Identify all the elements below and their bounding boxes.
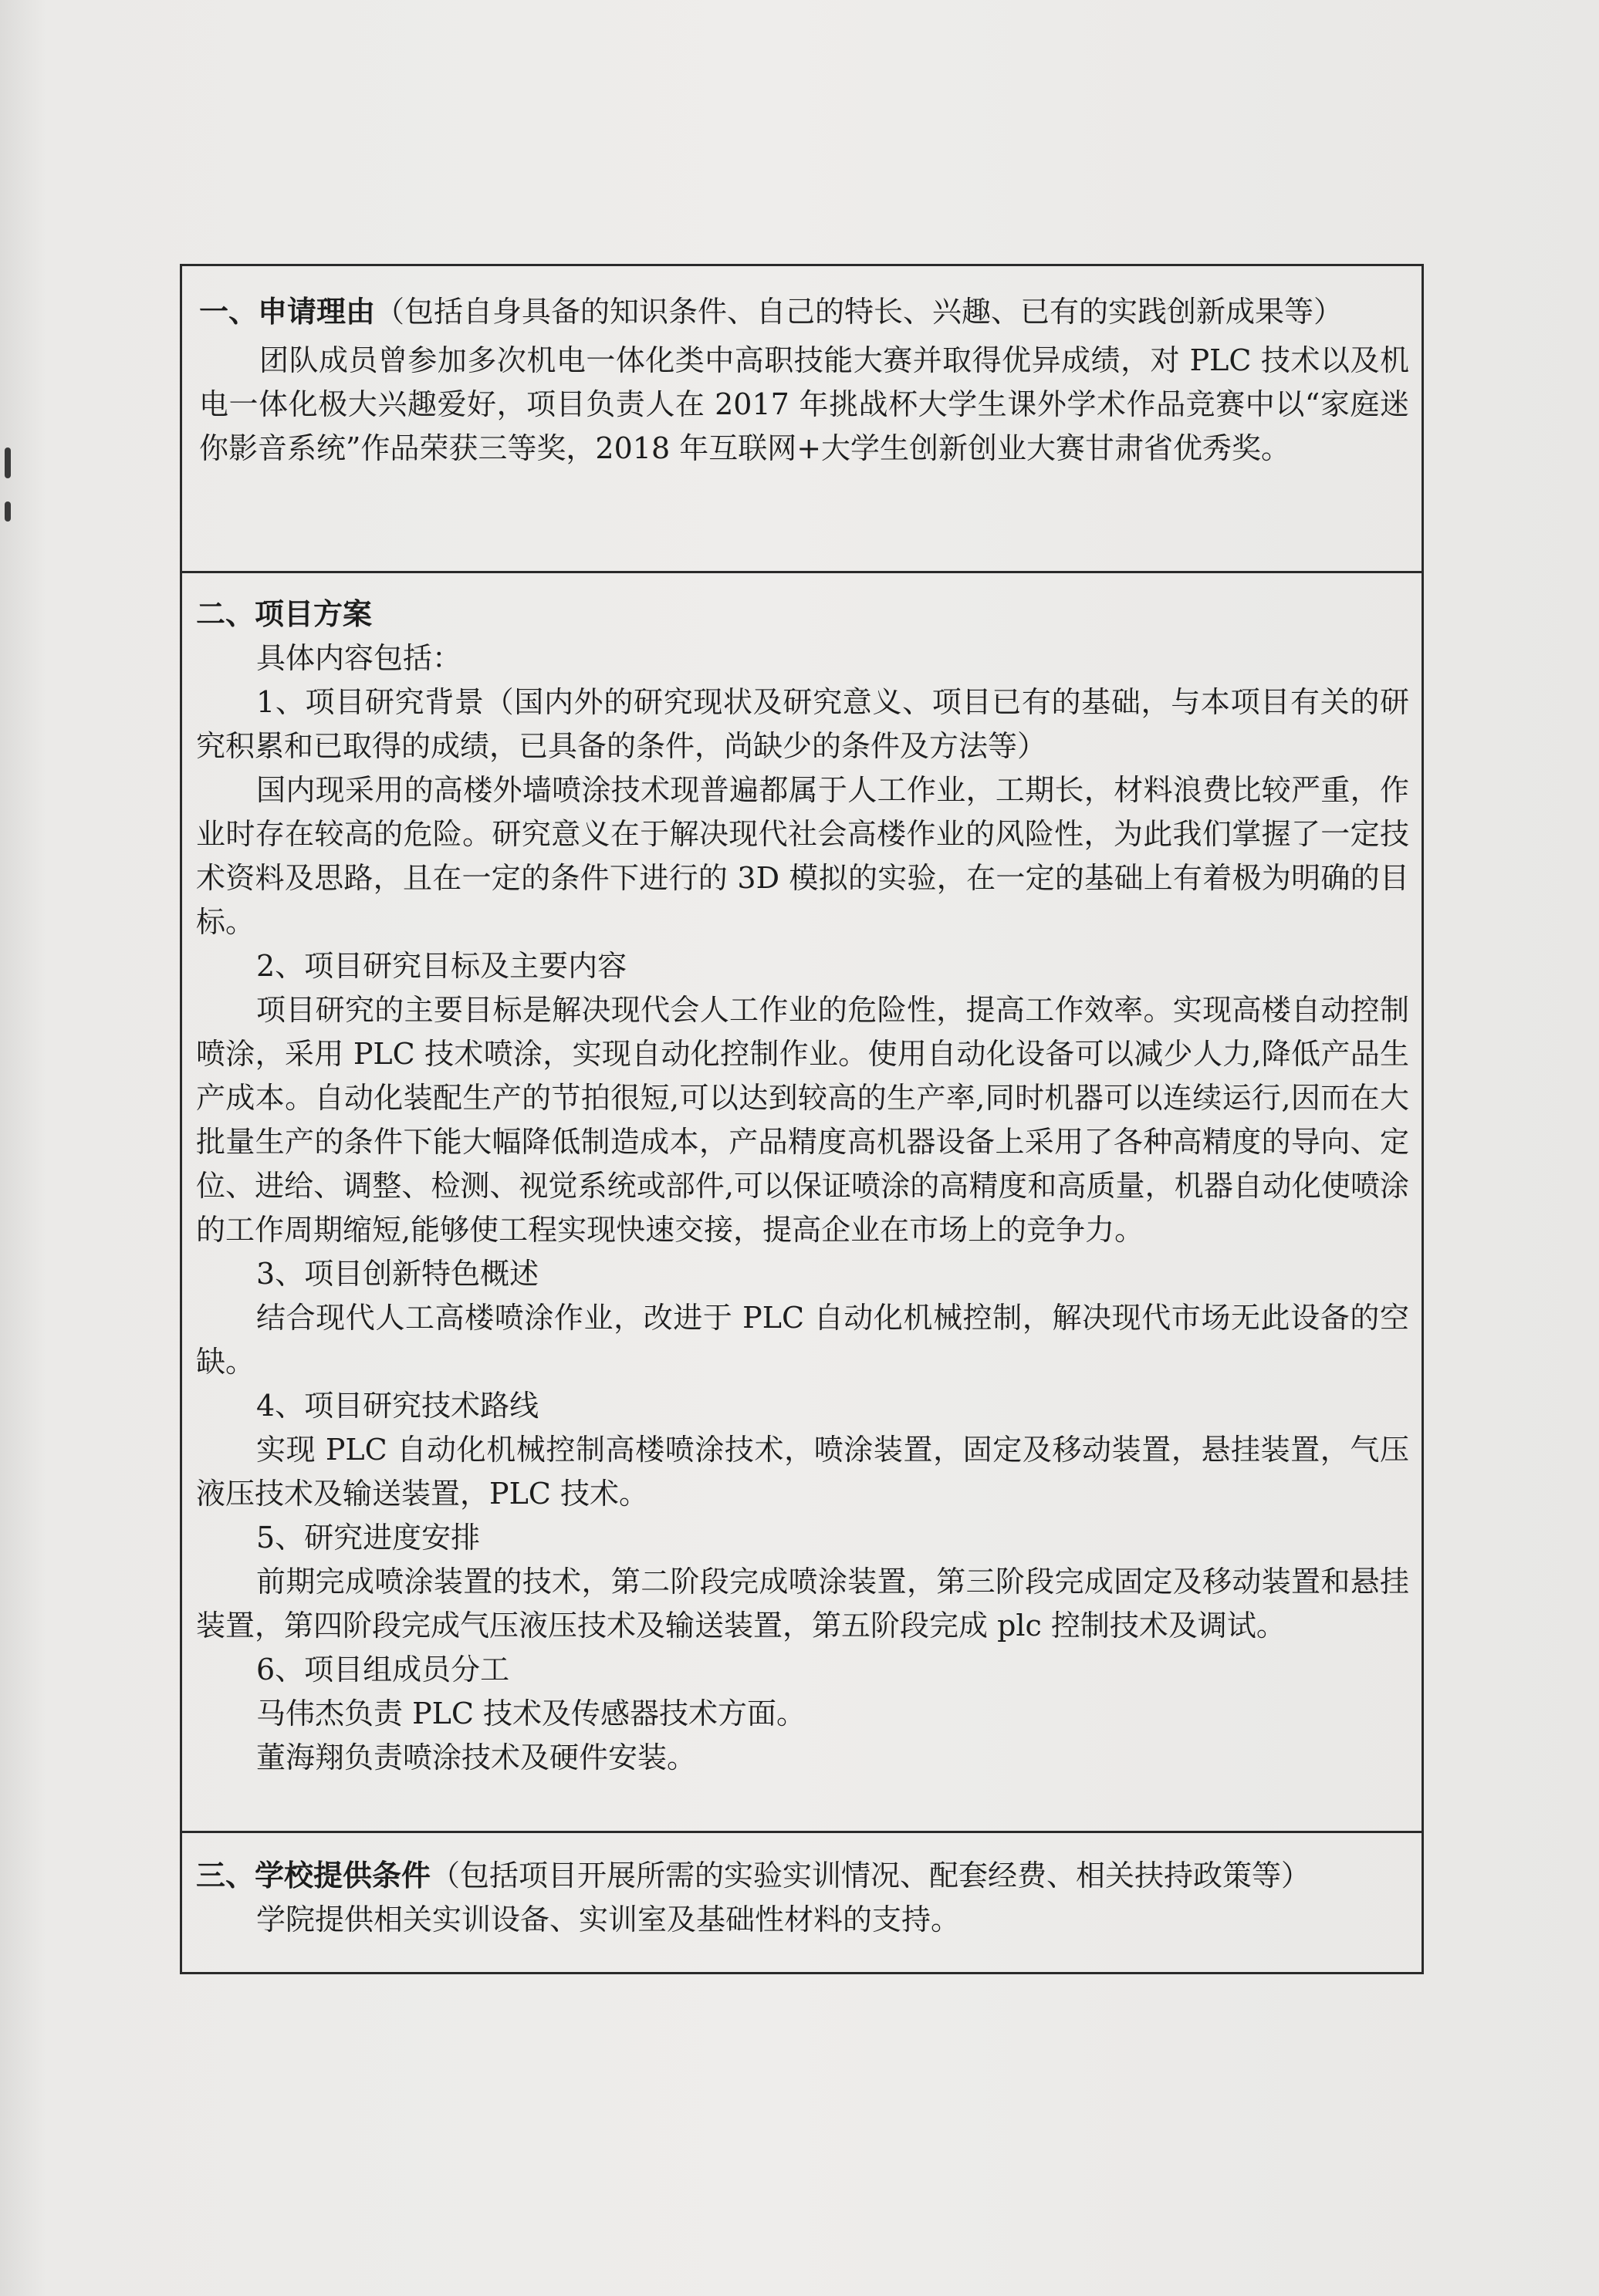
- plan-item-title: 6、项目组成员分工: [256, 1653, 510, 1687]
- section-school-conditions: [182, 1833, 1422, 1972]
- section-body: 团队成员曾参加多次机电一体化类中高职技能大赛并取得优异成绩，对 PLC 技术以及机电一体化极大兴趣爱好，项目负责人在 2017 年挑战杯大学生课外学术作品竞赛中以“家庭迷你影音系统”作品荣获三等奖，2018 年互联网+大学生创新创业大赛甘肃省优秀奖。: [199, 343, 1409, 465]
- section-heading: 三、学校提供条件: [196, 1858, 431, 1893]
- plan-item-body: 实现 PLC 自动化机械控制高楼喷涂技术，喷涂装置，固定及移动装置，悬挂装置，气压液压技术及输送装置，PLC 技术。: [196, 1433, 1409, 1511]
- section-project-plan: [182, 573, 1422, 1833]
- section-note: （包括项目开展所需的实验实训情况、配套经费、相关扶持政策等）: [431, 1859, 1311, 1893]
- plan-item-title: 1、项目研究背景（国内外的研究现状及研究意义、项目已有的基础，与本项目有关的研究积累和已取得的成绩，已具备的条件，尚缺少的条件及方法等）: [196, 685, 1409, 763]
- section-body: 学院提供相关实训设备、实训室及基础性材料的支持。: [256, 1903, 961, 1936]
- plan-item-title: 4、项目研究技术路线: [256, 1389, 539, 1423]
- plan-item-body: 项目研究的主要目标是解决现代会人工作业的危险性，提高工作效率。实现高楼自动控制喷涂，采用 PLC 技术喷涂，实现自动化控制作业。使用自动化设备可以减少人力,降低产品生产成本。自动化装配生产的节拍很短,可以达到较高的生产率,同时机器可以连续运行,因而在大批量生产的条件下能大幅降低制造成本，产品精度高机器设备上采用了各种高精度的导向、定位、进给、调整、检测、视觉系统或部件,可以保证喷涂的高精度和高质量，机器自动化使喷涂的工作周期缩短,能够使工程实现快速交接，提高企业在市场上的竞争力。: [196, 993, 1409, 1247]
- plan-item-body: 国内现采用的高楼外墙喷涂技术现普遍都属于人工作业，工期长，材料浪费比较严重，作业时存在较高的危险。研究意义在于解决现代社会高楼作业的风险性，为此我们掌握了一定技术资料及思路，且在一定的条件下进行的 3D 模拟的实验，在一定的基础上有着极为明确的目标。: [196, 773, 1409, 939]
- plan-item-body: 结合现代人工高楼喷涂作业，改进于 PLC 自动化机械控制，解决现代市场无此设备的空缺。: [196, 1301, 1409, 1379]
- section-note: （包括自身具备的知识条件、自己的特长、兴趣、已有的实践创新成果等）: [375, 295, 1344, 329]
- section-application-reason: [182, 266, 1422, 573]
- plan-item-title: 5、研究进度安排: [256, 1521, 481, 1555]
- plan-item-body: 前期完成喷涂装置的技术，第二阶段完成喷涂装置，第三阶段完成固定及移动装置和悬挂装置，第四阶段完成气压液压技术及输送装置，第五阶段完成 plc 控制技术及调试。: [196, 1565, 1409, 1643]
- binding-hole-mark: [5, 501, 11, 522]
- plan-item-title: 2、项目研究目标及主要内容: [256, 949, 627, 983]
- plan-item-body: 马伟杰负责 PLC 技术及传感器技术方面。: [256, 1697, 806, 1730]
- binding-hole-mark: [5, 447, 11, 478]
- section-heading: 二、项目方案: [196, 596, 373, 631]
- plan-intro: 具体内容包括：: [256, 641, 462, 675]
- plan-item-body: 董海翔负责喷涂技术及硬件安装。: [256, 1741, 697, 1774]
- plan-item-title: 3、项目创新特色概述: [256, 1257, 539, 1291]
- section-heading: 一、申请理由: [199, 294, 376, 329]
- application-form-table: [180, 264, 1424, 1974]
